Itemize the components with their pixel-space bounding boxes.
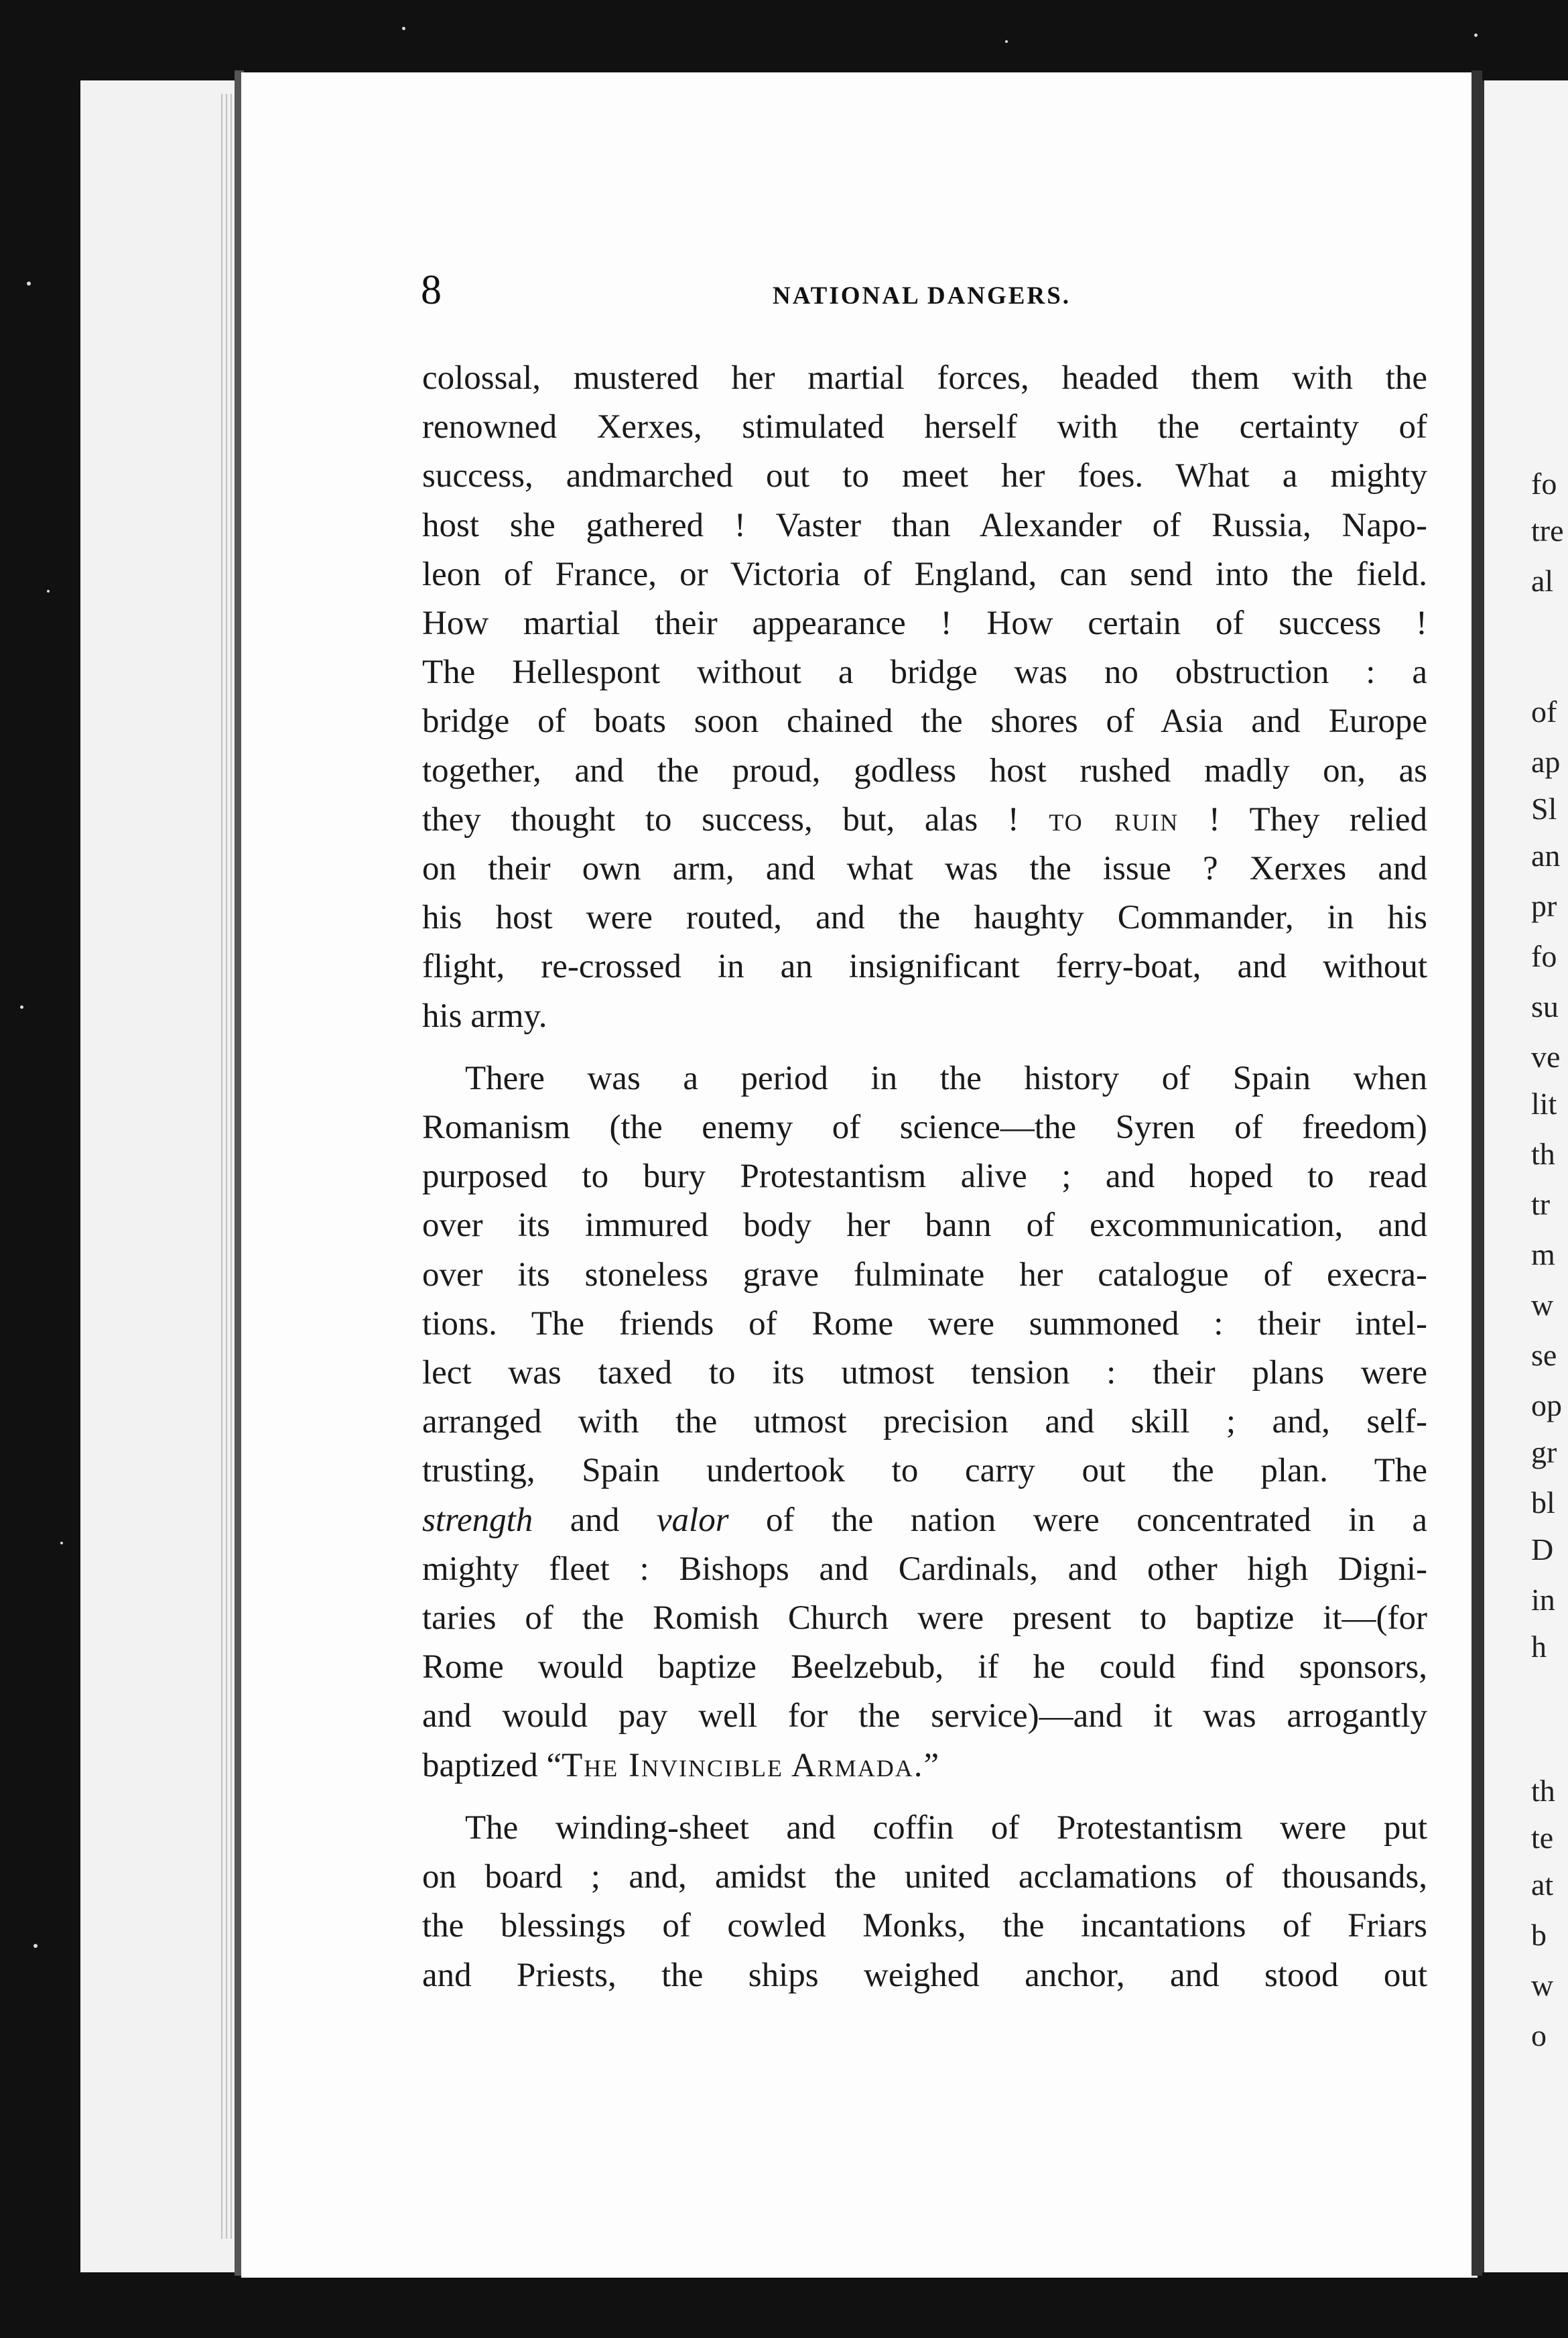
facing-page-fragment: o [1531, 2018, 1547, 2052]
text-line: leon of France, or Victoria of England, can send into the field. [422, 555, 1427, 593]
facing-page-fragment: D [1531, 1532, 1554, 1566]
text-line-mixed [422, 1741, 1427, 1790]
text-segment: ! They relied [1208, 800, 1427, 839]
text-line: and Priests, the ships weighed anchor, and stood out [422, 1956, 1427, 1994]
text-segment: they thought to success, but, alas ! [422, 800, 1019, 839]
facing-page-fragment: an [1531, 839, 1561, 873]
facing-page-fragment: th [1531, 1137, 1555, 1171]
facing-page-fragment: th [1531, 1774, 1555, 1808]
text-segment: of the nation were concentrated in a [766, 1501, 1428, 1539]
facing-page-fragment: ve [1531, 1040, 1561, 1074]
facing-page-fragment: lit [1531, 1087, 1557, 1121]
text-segment: baptized “ [422, 1746, 562, 1784]
paragraph-xerxes [422, 354, 1427, 1041]
text-line: colossal, mustered her martial forces, headed them with the [422, 359, 1427, 397]
text-line: Rome would baptize Beelzebub, if he could find sponsors, [422, 1648, 1427, 1686]
facing-page-fragment: fo [1531, 939, 1557, 973]
text-line: host she gathered ! Vaster than Alexander of Russia, Napo- [422, 506, 1427, 544]
text-line: trusting, Spain undertook to carry out the plan. The [422, 1452, 1427, 1490]
text-line: bridge of boats soon chained the shores of Asia and Europe [422, 702, 1427, 741]
body-text [422, 354, 1427, 2000]
smallcaps-armada: The Invincible Armada. [562, 1746, 924, 1784]
facing-page-fragment: at [1531, 1867, 1554, 1902]
text-line: the blessings of cowled Monks, the incantations of Friars [422, 1907, 1427, 1945]
text-line: on board ; and, amidst the united acclamations of thousands, [422, 1858, 1427, 1896]
running-head: NATIONAL DANGERS. [772, 282, 1071, 310]
text-line: success, andmarched out to meet her foes. What a mighty [422, 457, 1427, 495]
speckle [1005, 40, 1008, 43]
text-line: his army. [422, 997, 547, 1035]
facing-page-edge [1478, 80, 1568, 2272]
facing-page-fragment: pr [1531, 889, 1557, 923]
speckle [1474, 34, 1478, 37]
text-line: over its immured body her bann of excommunication, and [422, 1207, 1427, 1245]
text-line: How martial their appearance ! How certain of success ! [422, 605, 1427, 643]
text-line: together, and the proud, godless host rushed madly on, as [422, 751, 1427, 790]
speckle [34, 1944, 38, 1948]
text-line: purposed to bury Protestantism alive ; and hoped to read [422, 1158, 1427, 1196]
facing-page-fragment: w [1531, 1288, 1554, 1322]
page-header [421, 267, 1423, 334]
text-line: arranged with the utmost precision and skill ; and, self- [422, 1403, 1427, 1441]
paragraph-armada [422, 1804, 1427, 2000]
facing-page-fragment: m [1531, 1237, 1555, 1272]
facing-page-fragment: te [1531, 1821, 1554, 1855]
text-line: his host were routed, and the haughty Commander, in his [422, 899, 1427, 937]
text-line: The Hellespont without a bridge was no obstruction : a [422, 654, 1427, 692]
text-line: mighty fleet : Bishops and Cardinals, and other high Digni- [422, 1550, 1427, 1588]
facing-page-fragment: op [1531, 1388, 1562, 1422]
italic-strength: strength [422, 1501, 533, 1539]
speckle [60, 1542, 63, 1544]
facing-page-fragment: su [1531, 989, 1559, 1024]
speckle [20, 1005, 23, 1009]
text-line-mixed [422, 1496, 1427, 1545]
speckle [27, 282, 31, 286]
facing-page-fragment: h [1531, 1629, 1547, 1664]
facing-page-fragment: se [1531, 1338, 1557, 1372]
book-page [241, 72, 1478, 2278]
facing-page-fragment: of [1531, 694, 1557, 729]
page-number: 8 [421, 267, 442, 313]
facing-page-fragment: ap [1531, 745, 1561, 779]
text-line: tions. The friends of Rome were summoned : their intel- [422, 1304, 1427, 1343]
facing-page-fragment: in [1531, 1583, 1555, 1617]
facing-page-fragment: bl [1531, 1485, 1555, 1520]
text-line: renowned Xerxes, stimulated herself with the certainty of [422, 408, 1427, 446]
facing-page-fragment: Sl [1531, 792, 1557, 826]
facing-page-fragment: tr [1531, 1187, 1551, 1221]
text-line-mixed [422, 796, 1427, 845]
text-line: over its stoneless grave fulminate her catalogue of execra- [422, 1255, 1427, 1294]
text-line: taries of the Romish Church were present to baptize it—(for [422, 1599, 1427, 1638]
facing-page-fragment: gr [1531, 1435, 1557, 1469]
facing-page-fragment: tre [1531, 513, 1564, 548]
text-segment: and [570, 1501, 620, 1539]
smallcaps-to-ruin: to ruin [1049, 800, 1179, 839]
italic-valor: valor [656, 1501, 729, 1539]
text-line: and would pay well for the service)—and it was arrogantly [422, 1697, 1427, 1735]
paragraph-spain [422, 1054, 1427, 1790]
facing-page-fragment: b [1531, 1918, 1547, 1952]
text-line: lect was taxed to its utmost tension : their plans were [422, 1354, 1427, 1392]
text-line: The winding-sheet and coffin of Protestantism were put [465, 1808, 1427, 1847]
text-line: flight, re-crossed in an insignificant ferry-boat, and without [422, 948, 1427, 986]
speckle [47, 590, 50, 593]
facing-page-fragment: al [1531, 564, 1554, 598]
binding-fold [1478, 80, 1484, 2272]
text-segment: ” [923, 1746, 939, 1784]
facing-page-fragment: w [1531, 1968, 1554, 2002]
text-line: on their own arm, and what was the issue ? Xerxes and [422, 850, 1427, 888]
facing-page-fragment: fo [1531, 467, 1557, 501]
text-line: There was a period in the history of Spain when [465, 1059, 1427, 1097]
speckle [402, 27, 405, 30]
text-line: Romanism (the enemy of science—the Syren of freedom) [422, 1109, 1427, 1147]
